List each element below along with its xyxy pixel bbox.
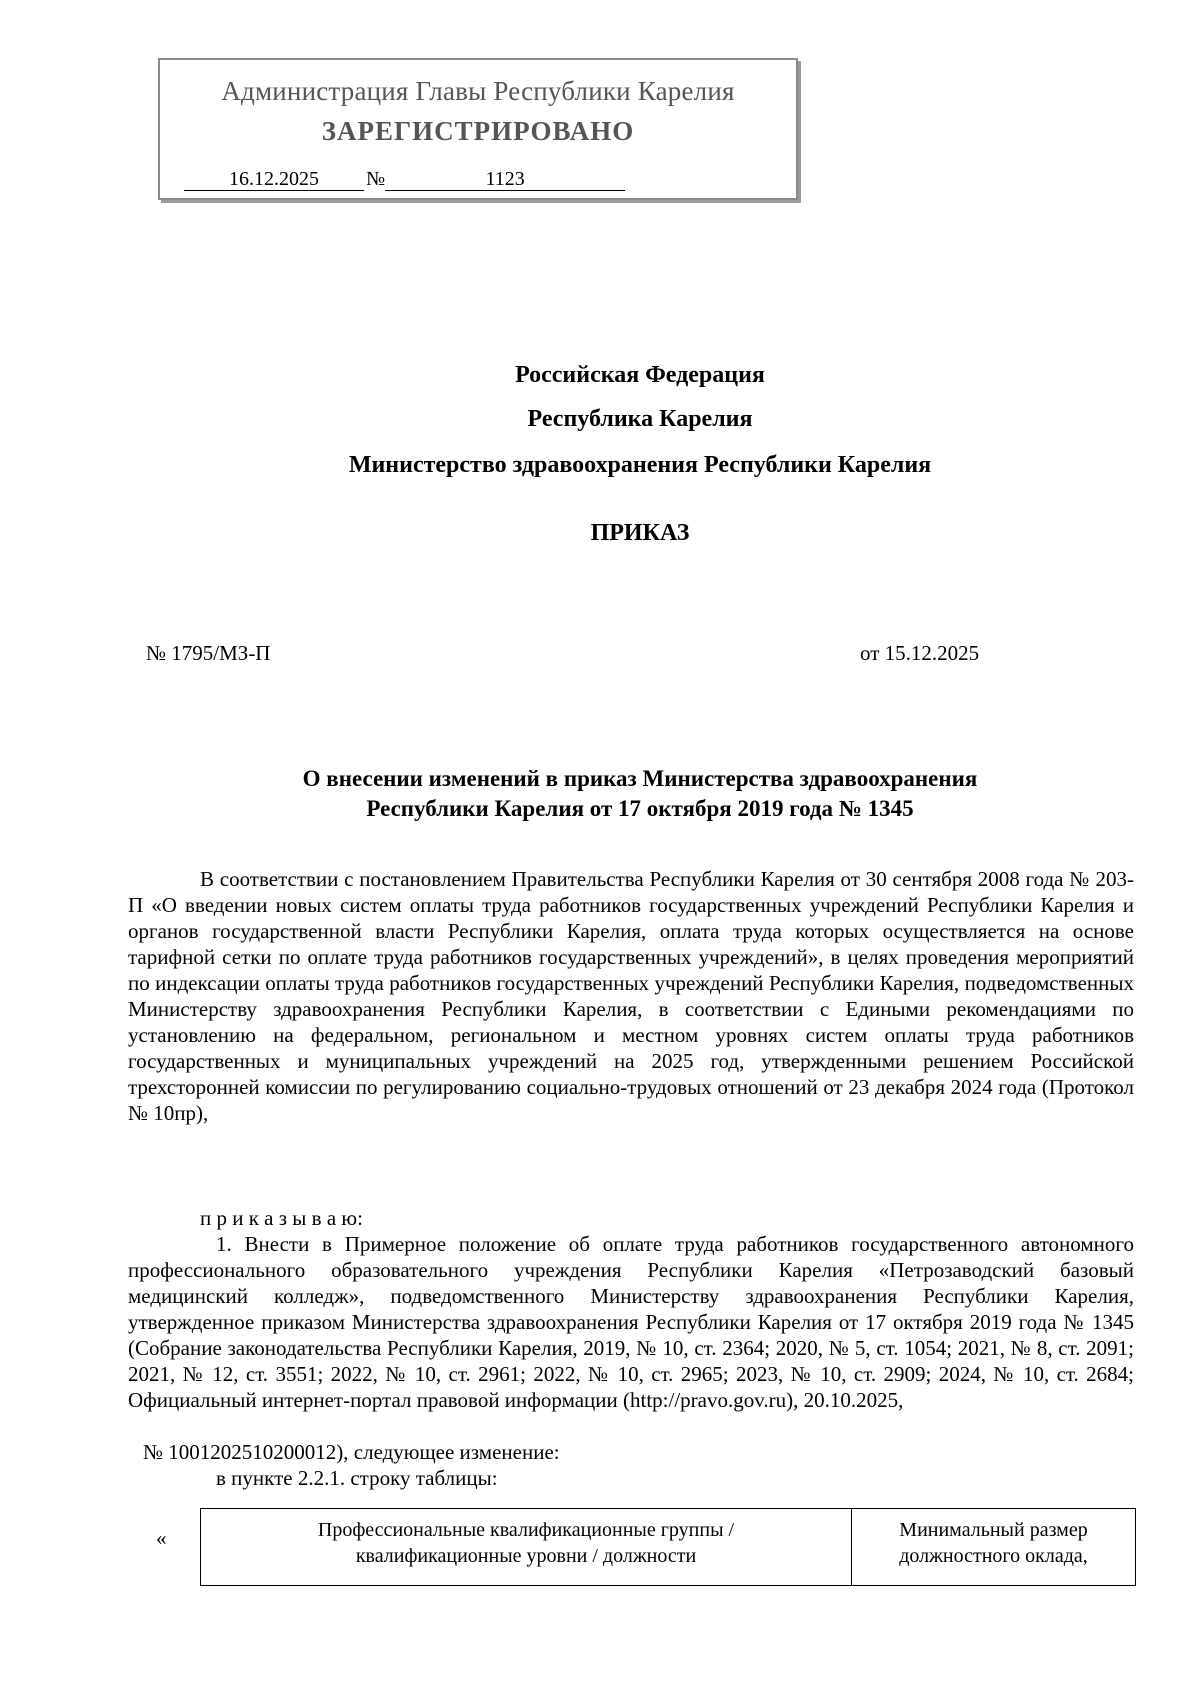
document-type: ПРИКАЗ [590, 520, 690, 546]
document-title [0, 764, 1200, 824]
salary-table [200, 1508, 1136, 1586]
table-header-groups [201, 1509, 852, 1586]
table-header-salary [852, 1509, 1136, 1586]
header-ministry: Министерство здравоохранения Республики Карелия [348, 452, 932, 478]
table-header-groups-line-1: Профессиональные квалификационные группы / [317, 1519, 735, 1541]
item-1-reference: № 1001202510200012), следующее изменение: [143, 1440, 560, 1464]
registration-stamp [158, 58, 798, 200]
preamble-text: В соответствии с постановлением Правительства Республики Карелия от 30 сентября 2008 года № 203-П «О введении новых систем оплаты труда работников государственных учреждений Республики Карелия и органов государственной власти Республики Карелия, оплата труда которых осуществляется на основе тарифной сетки по оплате труда работников государственных учреждений», в целях проведения мероприятий по индексации оплаты труда работников государственных учреждений Республики Карелия, подведомственных Министерству здравоохранения Республики Карелия, в соответствии с Едиными рекомендациями по установлению на федеральном, региональном и местном уровнях систем оплаты труда работников государственных и муниципальных учреждений на 2025 год, утвержденными решением Российской трехсторонней комиссии по регулированию социально-трудовых отношений от 23 декабря 2024 года (Протокол № 10пр), [128, 867, 1134, 1125]
item-1-paragraph [128, 1231, 1134, 1413]
header-country: Российская Федерация [515, 362, 765, 388]
table-header-groups-line-2: квалификационные уровни / должности [355, 1545, 697, 1567]
table-header-row [201, 1509, 1136, 1586]
table-open-quote: « [156, 1526, 167, 1550]
preamble-paragraph [128, 866, 1134, 1126]
stamp-number-sign: № [366, 168, 386, 190]
stamp-registration-line [184, 168, 625, 191]
order-word: п р и к а з ы в а ю: [200, 1206, 363, 1230]
stamp-number: 1123 [385, 168, 625, 191]
order-number: № 1795/МЗ-П [146, 641, 271, 665]
item-1-text: 1. Внести в Примерное положение об оплате труда работников государственного автономного профессионального образовательного учреждения Республики Карелия «Петрозаводский базовый медицинский колледж», подведомственного Министерству здравоохранения Республики Карелия, утвержденное приказом Министерства здравоохранения Республики Карелия от 17 октября 2019 года № 1345 (Собрание законодательства Республики Карелия, 2019, № 10, ст. 2364; 2020, № 5, ст. 1054; 2021, № 8, ст. 2091; 2021, № 12, ст. 3551; 2022, № 10, ст. 2961; 2022, № 10, ст. 2965; 2023, № 10, ст. 2909; 2024, № 10, ст. 2684; Официальный интернет-портал правовой информации (http://pravo.gov.ru), 20.10.2025, [128, 1232, 1134, 1412]
title-line-1: О внесении изменений в приказ Министерства здравоохранения [302, 766, 978, 791]
stamp-organization: Администрация Главы Республики Карелия [221, 76, 735, 106]
item-1-point: в пункте 2.2.1. строку таблицы: [216, 1466, 498, 1490]
order-date: от 15.12.2025 [860, 641, 980, 665]
table-header-salary-line-1: Минимальный размер [899, 1519, 1088, 1541]
stamp-date: 16.12.2025 [184, 168, 364, 191]
header-region: Республика Карелия [527, 406, 753, 432]
table-header-salary-line-2: должностного оклада, [899, 1545, 1088, 1567]
stamp-status: ЗАРЕГИСТРИРОВАНО [321, 116, 635, 146]
title-line-2: Республики Карелия от 17 октября 2019 года № 1345 [366, 796, 914, 821]
